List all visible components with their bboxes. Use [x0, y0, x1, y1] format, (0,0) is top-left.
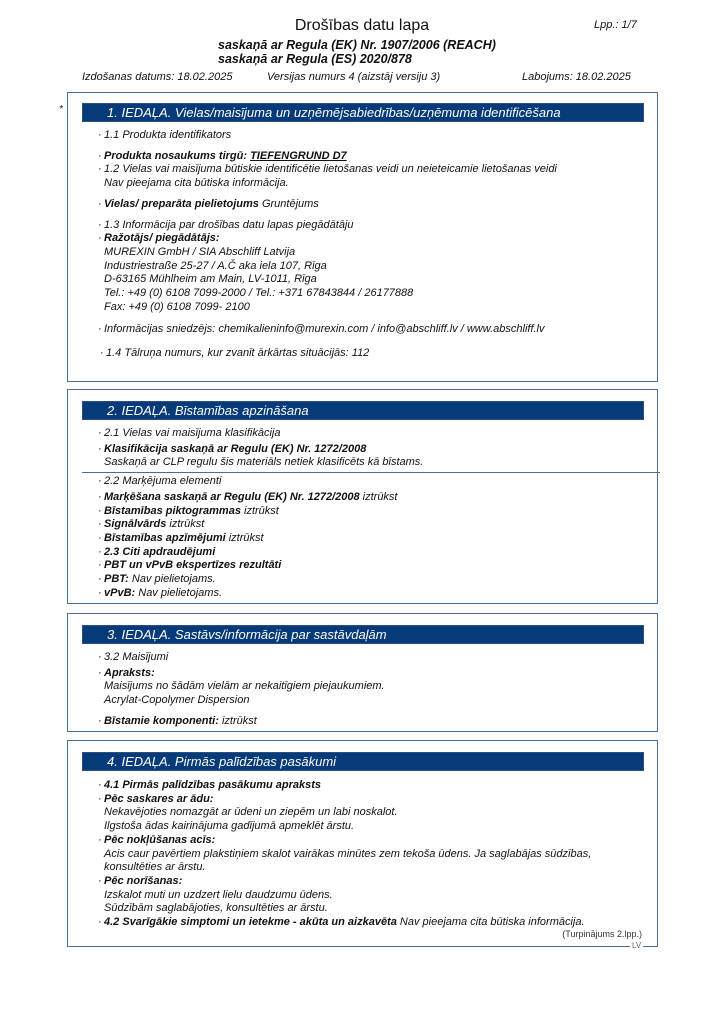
label: 2.3 Citi apdraudējumi: [104, 545, 216, 558]
value: iztrūkst: [359, 490, 398, 503]
line: Acrylat-Copolymer Dispersion: [104, 694, 250, 707]
line: Acis caur pavērtiem plakstiņiem skalot vairākas minūtes zem tekoša ūdens. Ja saglabājas sūdzības,: [104, 847, 592, 860]
section-1-header: 1. IEDAĻA. Vielas/maisījuma un uzņēmējsabiedrības/uzņēmuma identificēšana: [82, 103, 644, 122]
supplier-city: D-63165 Mühlheim am Main, LV-1011, Rīga: [104, 273, 317, 286]
supplier-name: MUREXIN GmbH / SIA Abschliff Latvija: [104, 245, 296, 258]
version-number: Versijas numurs 4 (aizstāj versiju 3): [267, 71, 441, 83]
regulation-line-1: saskaņā ar Regula (EK) Nr. 1907/2006 (REACH): [218, 38, 496, 52]
revision-date: Labojums: 18.02.2025: [522, 71, 631, 83]
line: Izskalot muti un uzdzert lielu daudzumu ūdens.: [104, 888, 333, 901]
line: Sūdzībām saglabājoties, konsultēties ar ārstu.: [104, 902, 328, 915]
label: 4.2 Svarīgākie simptomi un ietekme - akūta un aizkavēta: [104, 916, 397, 929]
value: Nav pielietojams.: [135, 586, 223, 599]
divider: [82, 472, 660, 473]
section-1: 1. IEDAĻA. Vielas/maisījuma un uzņēmējsabiedrības/uzņēmuma identificēšana · 1.1 Produkta identifikators · Produkta nosaukums tirgū: TIEFENGRUND D7 · 1.2 Vielas vai maisījuma būtiskie identificētie lietošanas veidi un neieteicamie lietošanas veidi Nav pieejama cita būtiska informācija. · Vielas/ preparāta pielietojums Gruntējums · 1.3 Informācija par drošības datu lapas piegādātāju · Ražotājs/ piegādātājs: MUREXIN GmbH / SIA Abschliff Latvija Industriestraße 25-27 / A.Č aka iela 107, Rīga D-63165 Mühlheim am Main, LV-1011, Rīga Tel.: +49 (0) 6108 7099-2000 / Tel.: +371 67843844 / 26177888 Fax: +49 (0) 6108 7099- 2100 · Informācijas sniedzējs: chemikalieninfo@murexin.com / info@abschliff.lv / www.abschliff.lv · 1.4 Tālruņa numurs, kur zvanīt ārkārtas situācijās: 112: [67, 92, 658, 382]
label: Bīstamības apzīmējumi: [104, 531, 226, 544]
value: iztrūkst: [240, 504, 279, 517]
label: PBT:: [104, 573, 129, 586]
line: konsultēties ar ārstu.: [104, 861, 206, 874]
line: 1.3 Informācija par drošības datu lapas piegādātāju: [104, 218, 354, 231]
section-2-header: 2. IEDAĻA. Bīstamības apzināšana: [82, 401, 644, 420]
label: Pēc nokļūšanas acīs:: [104, 833, 216, 846]
emergency-phone: 1.4 Tālruņa numurs, kur zvanīt ārkārtas situācijās: 112: [106, 347, 370, 360]
label: Apraksts:: [104, 666, 155, 679]
label: Bīstamie komponenti:: [104, 714, 219, 727]
value: iztrūkst: [225, 531, 264, 544]
supplier-fax: Fax: +49 (0) 6108 7099- 2100: [104, 300, 250, 313]
continued-note: (Turpinājums 2.lpp.): [562, 929, 642, 939]
value: Nav pieejama cita būtiska informācija.: [396, 916, 585, 929]
label: vPvB:: [104, 586, 136, 599]
section-2: 2. IEDAĻA. Bīstamības apzināšana · 2.1 Vielas vai maisījuma klasifikācija · Klasifikācija saskaņā ar Regulu (EK) Nr. 1272/2008 Saskaņā ar CLP regulu šis materiāls netiek klasificēts kā bīstams. · 2.2 Marķējuma elementi · Marķēšana saskaņā ar Regulu (EK) Nr. 1272/2008 iztrūkst · Bīstamības piktogrammas iztrūkst · Signālvārds iztrūkst · Bīstamības apzīmējumi iztrūkst · 2.3 Citi apdraudējumi · PBT un vPvB ekspertīzes rezultāti · PBT: Nav pielietojams. · vPvB: Nav pielietojams.: [67, 389, 658, 604]
value: Nav pielietojams.: [128, 573, 216, 586]
page-number: Lpp.: 1/7: [594, 19, 637, 31]
line: Nav pieejama cita būtiska informācija.: [104, 177, 289, 190]
label: Signālvārds: [104, 518, 167, 531]
regulation-line-2: saskaņā ar Regula (ES) 2020/878: [218, 52, 412, 66]
label: Marķēšana saskaņā ar Regulu (EK) Nr. 1272/2008: [104, 490, 360, 503]
label: Klasifikācija saskaņā ar Regulu (EK) Nr. 1272/2008: [104, 442, 367, 455]
line: 1.2 Vielas vai maisījuma būtiskie identificētie lietošanas veidi un neieteicamie lietošanas veidi: [104, 163, 557, 176]
label: Bīstamības piktogrammas: [104, 504, 241, 517]
label: Pēc saskares ar ādu:: [104, 792, 214, 805]
section-3-header: 3. IEDAĻA. Sastāvs/informācija par sastāvdaļām: [82, 625, 644, 644]
section-4: 4. IEDAĻA. Pirmās palīdzības pasākumi · 4.1 Pirmās palīdzības pasākumu apraksts · Pēc saskares ar ādu: Nekavējoties nomazgāt ar ūdeni un ziepēm un labi noskalot. Ilgstoša ādas kairinājuma gadījumā apmeklēt ārstu. · Pēc nokļūšanas acīs: Acis caur pavērtiem plakstiņiem skalot vairākas minūtes zem tekoša ūdens. Ja saglabājas sūdzības, konsultēties ar ārstu. · Pēc norīšanas: Izskalot muti un uzdzert lielu daudzumu ūdens. Sūdzībām saglabājoties, konsultēties ar ārstu. · 4.2 Svarīgākie simptomi un ietekme - akūta un aizkavēta Nav pieejama cita būtiska informācija.: [67, 740, 658, 947]
line: 2.1 Vielas vai maisījuma klasifikācija: [104, 427, 281, 439]
language-code: LV: [632, 941, 642, 950]
label: Vielas/ preparāta pielietojums: [104, 197, 259, 210]
label: PBT un vPvB ekspertīzes rezultāti: [104, 559, 282, 572]
label: Ražotājs/ piegādātājs:: [104, 232, 220, 245]
document-title: Drošības datu lapa: [294, 17, 430, 34]
line: Saskaņā ar CLP regulu šis materiāls netiek klasificēts kā bīstams.: [104, 456, 424, 469]
section-3: 3. IEDAĻA. Sastāvs/informācija par sastāvdaļām · 3.2 Maisījumi · Apraksts: Maisījums no šādām vielām ar nekaitīgiem piejaukumiem. Acrylat-Copolymer Dispersion · Bīstamie komponenti: iztrūkst: [67, 613, 658, 732]
value: iztrūkst: [218, 714, 257, 727]
issue-date: Izdošanas datums: 18.02.2025: [82, 71, 233, 83]
line: 2.2 Marķējuma elementi: [104, 475, 222, 488]
line: Nekavējoties nomazgāt ar ūdeni un ziepēm un labi noskalot.: [104, 806, 398, 819]
section-4-header: 4. IEDAĻA. Pirmās palīdzības pasākumi: [82, 752, 644, 771]
change-marker: *: [59, 104, 63, 115]
supplier-phone: Tel.: +49 (0) 6108 7099-2000 / Tel.: +371 67843844 / 26177888: [104, 287, 414, 300]
product-name: TIEFENGRUND D7: [250, 149, 347, 162]
line: 3.2 Maisījumi: [104, 651, 169, 663]
info-contact: Informācijas sniedzējs: chemikalieninfo@murexin.com / info@abschliff.lv / www.abschliff.lv: [104, 323, 545, 336]
label: Pēc norīšanas:: [104, 874, 183, 887]
label: Produkta nosaukums tirgū:: [104, 149, 251, 162]
value: Gruntējums: [258, 197, 319, 210]
label: 4.1 Pirmās palīdzības pasākumu apraksts: [104, 779, 322, 791]
line: Ilgstoša ādas kairinājuma gadījumā apmeklēt ārstu.: [104, 820, 355, 833]
value: iztrūkst: [166, 518, 205, 531]
line: Maisījums no šādām vielām ar nekaitīgiem piejaukumiem.: [104, 680, 385, 693]
line: 1.1 Produkta identifikators: [104, 129, 232, 141]
supplier-address: Industriestraße 25-27 / A.Č aka iela 107, Rīga: [104, 259, 327, 272]
